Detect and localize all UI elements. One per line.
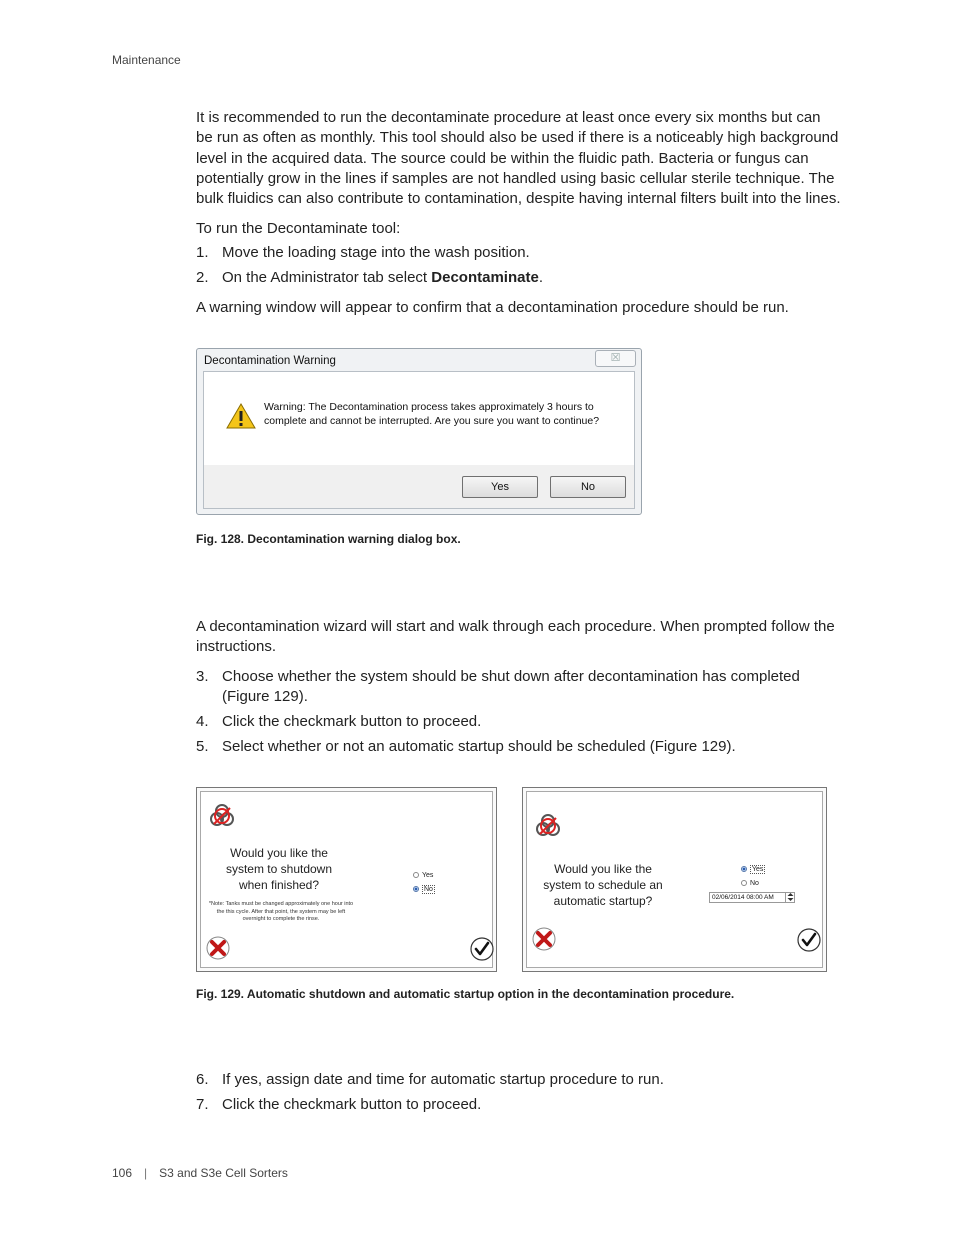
intro-paragraph: It is recommended to run the decontaminate procedure at least once every six months but can be run as often as monthly. This tool should also be used if there is a noticeably high background level in the acquired data. The source could be within the fluidic path. Bacteria or fungus can potentially grow in the lines if samples are not handled using basic cellular sterile technique. The bulk fluidics can also contribute to contamination, despite having internal filters built into the lines. — [196, 109, 841, 208]
no-button[interactable]: No — [550, 476, 626, 498]
step-number: 2. — [196, 269, 209, 286]
shutdown-panel — [196, 787, 497, 972]
step-text: Click the checkmark button to proceed. — [222, 713, 482, 730]
step-number: 6. — [196, 1071, 209, 1088]
radio-no-label: No — [424, 886, 433, 893]
radio-yes-label: Yes — [752, 866, 764, 873]
running-header: Maintenance — [112, 53, 181, 67]
page-number: 106 — [112, 1166, 133, 1180]
wizard-note: A decontamination wizard will start and walk through each procedure. When prompted follow the instructions. — [196, 618, 835, 656]
document-title: S3 and S3e Cell Sorters — [159, 1166, 288, 1180]
biohazard-icon — [209, 802, 235, 828]
shutdown-question: Would you like the system to shutdown when finished? — [225, 846, 333, 892]
cancel-x-icon[interactable] — [532, 927, 556, 951]
startup-datetime-picker[interactable] — [709, 892, 795, 903]
biohazard-icon — [535, 812, 561, 838]
startup-question: Would you like the system to schedule an automatic startup? — [543, 862, 663, 908]
tank-change-note: *Note: Tanks must be changed approximately one hour into the this cycle. After that point, the system may be left overnight to complete the rinse. — [208, 901, 354, 922]
step-2 — [196, 268, 836, 288]
step-number: 1. — [196, 244, 209, 261]
step-4 — [196, 712, 836, 732]
step-number: 5. — [196, 738, 209, 755]
radio-no[interactable] — [413, 886, 419, 892]
page-footer — [112, 1166, 288, 1180]
startup-datetime-value: 02/06/2014 08:00 AM — [712, 894, 774, 901]
step-text: Select whether or not an automatic startup should be scheduled (Figure 129). — [222, 738, 736, 755]
step-3 — [196, 667, 836, 707]
step-6 — [196, 1070, 836, 1090]
shutdown-no-option[interactable] — [413, 885, 435, 894]
startup-yes-option[interactable] — [741, 865, 765, 874]
dialog-message-area — [204, 372, 634, 465]
warning-note: A warning window will appear to confirm that a decontamination procedure should be run. — [196, 299, 789, 316]
radio-yes[interactable] — [741, 866, 747, 872]
step-text: Choose whether the system should be shut down after decontamination has completed (Figure 129). — [222, 668, 800, 705]
warning-icon — [226, 403, 256, 429]
footer-separator: | — [144, 1166, 148, 1180]
step-text — [222, 268, 836, 288]
dialog-close-button[interactable]: ☒ — [595, 350, 636, 367]
step-text: Click the checkmark button to proceed. — [222, 1096, 482, 1113]
checkmark-icon[interactable] — [797, 928, 821, 952]
step-1 — [196, 243, 836, 263]
decontaminate-term: Decontaminate — [431, 269, 539, 286]
step-number: 7. — [196, 1096, 209, 1113]
dialog-message: Warning: The Decontamination process takes approximately 3 hours to complete and cannot be interrupted. Are you sure you want to continue? — [264, 401, 600, 427]
yes-button[interactable]: Yes — [462, 476, 538, 498]
step-number: 3. — [196, 668, 209, 685]
decontamination-warning-dialog — [196, 348, 642, 515]
datetime-spinner[interactable] — [785, 892, 795, 903]
step-5 — [196, 737, 836, 757]
startup-no-option[interactable] — [741, 879, 759, 888]
radio-no-label: No — [750, 880, 759, 887]
step-number: 4. — [196, 713, 209, 730]
step-text: If yes, assign date and time for automatic startup procedure to run. — [222, 1071, 664, 1088]
radio-no[interactable] — [741, 880, 747, 886]
fig128-caption: Fig. 128. Decontamination warning dialog box. — [196, 532, 461, 546]
fig129-caption: Fig. 129. Automatic shutdown and automatic startup option in the decontamination procedure. — [196, 987, 735, 1001]
spinner-arrows-icon[interactable] — [786, 892, 795, 902]
step-7 — [196, 1095, 836, 1115]
step-text-after: . — [538, 269, 543, 286]
dialog-title: Decontamination Warning — [204, 355, 336, 367]
checkmark-icon[interactable] — [470, 937, 494, 961]
startup-panel — [522, 787, 827, 972]
radio-yes[interactable] — [413, 872, 419, 878]
startup-panel-body — [526, 791, 823, 968]
step-text: Move the loading stage into the wash position. — [222, 244, 530, 261]
step-text-before: On the Administrator tab select — [222, 269, 432, 286]
cancel-x-icon[interactable] — [206, 936, 230, 960]
dialog-body — [203, 371, 635, 509]
to-run-heading: To run the Decontaminate tool: — [196, 220, 401, 237]
shutdown-panel-body — [200, 791, 493, 968]
radio-yes-label: Yes — [422, 872, 434, 879]
shutdown-yes-option[interactable] — [413, 871, 433, 880]
